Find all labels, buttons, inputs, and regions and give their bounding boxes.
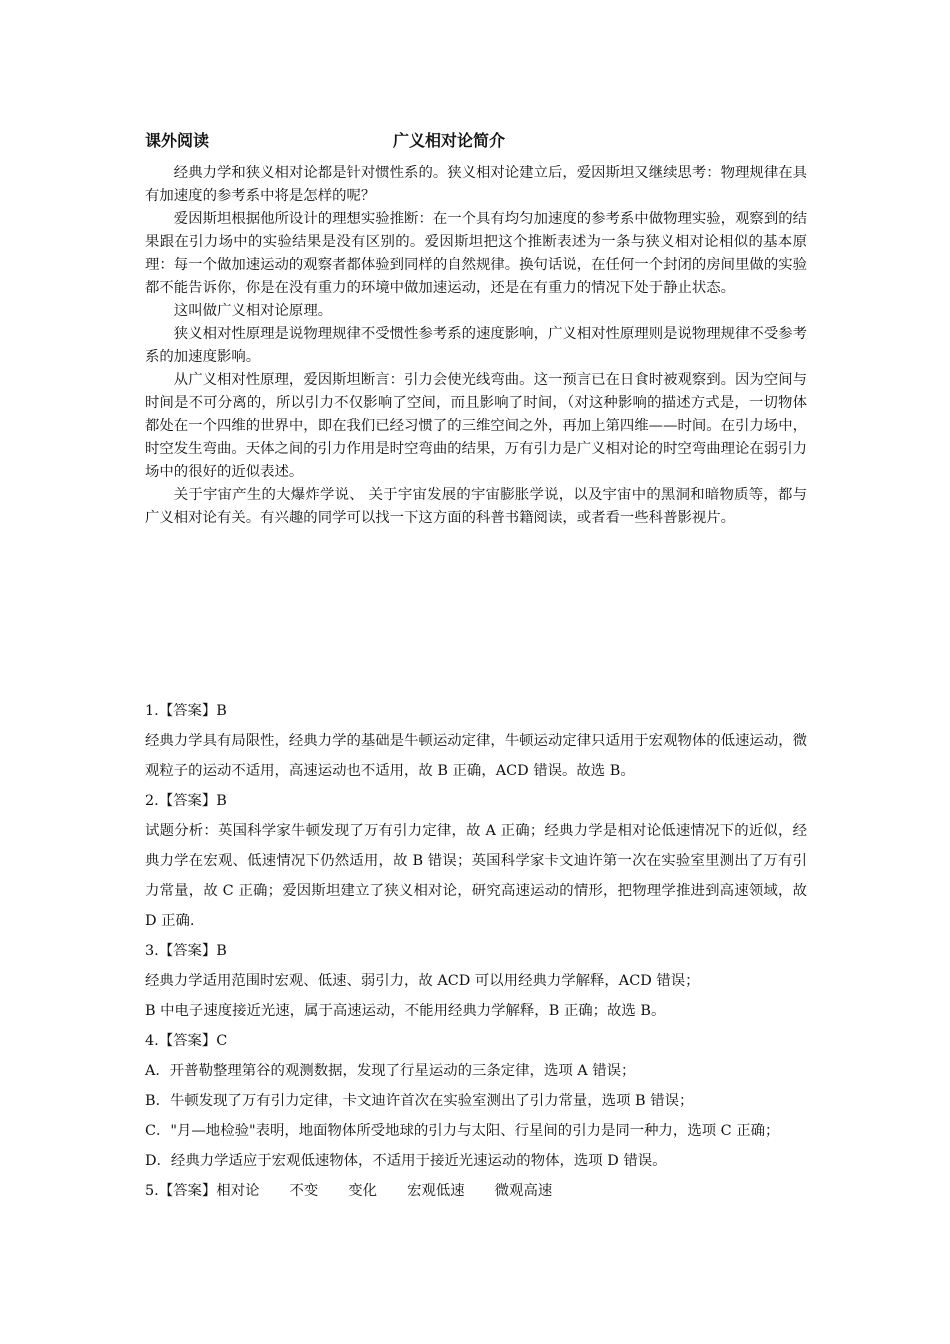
paragraph: 爱因斯坦根据他所设计的理想实验推断：在一个具有均匀加速度的参考系中做物理实验，观察到的结果跟在引力场中的实验结果是没有区别的。爱因斯坦把这个推断表述为一条与狭义相对论相似的基本原理：每一个做加速运动的观察者都体验到同样的自然规律。换句话说，在任何一个封闭的房间里做的实验都不能告诉你，你是在没有重力的环境中做加速运动，还是在有重力的情况下处于静止状态。	[145, 211, 807, 296]
reading-heading	[145, 128, 815, 154]
answer-5-blank: 不变	[289, 1183, 319, 1199]
answer-5-blank: 相对论	[216, 1183, 260, 1199]
answer-4-head: 4.【答案】C	[145, 1033, 228, 1049]
section-label: 课外阅读	[145, 131, 210, 150]
paragraph: 狭义相对性原理是说物理规律不受惯性参考系的速度影响，广义相对性原理则是说物理规律不受参考系的加速度影响。	[145, 326, 807, 365]
paragraph: 这叫做广义相对论原理。	[173, 303, 333, 319]
answer-2-head: 2.【答案】B	[145, 793, 227, 809]
answer-key	[145, 696, 807, 1206]
paragraph: 经典力学和狭义相对论都是针对惯性系的。狭义相对论建立后，爱因斯坦又继续思考：物理规律在具有加速度的参考系中将是怎样的呢？	[145, 165, 807, 204]
article-title: 广义相对论简介	[393, 131, 506, 150]
answer-4-option-d: D．经典力学适应于宏观低速物体，不适用于接近光速运动的物体，选项 D 错误。	[145, 1153, 667, 1169]
answer-5-blank: 变化	[348, 1183, 378, 1199]
answer-5	[145, 1176, 807, 1206]
paragraph: 从广义相对性原理，爱因斯坦断言：引力会使光线弯曲。这一预言已在日食时被观察到。因为空间与时间是不可分离的，所以引力不仅影响了空间，而且影响了时间，（对这种影响的描述方式是，一切物体都处在一个四维的世界中，即在我们已经习惯了的三维空间之外，再加上第四维——时间。在引力场中，时空发生弯曲。天体之间的引力作用是时空弯曲的结果，万有引力是广义相对论的时空弯曲理论在弱引力场中的很好的近似表述。	[145, 372, 807, 480]
article-body	[145, 162, 807, 530]
answer-5-blank: 微观高速	[494, 1183, 553, 1199]
answer-3-explanation: 经典力学适用范围时宏观、低速、弱引力，故 ACD 可以用经典力学解释，ACD 错误；	[145, 973, 700, 989]
answer-2-explanation: 试题分析：英国科学家牛顿发现了万有引力定律，故 A 正确；经典力学是相对论低速情况下的近似，经典力学在宏观、低速情况下仍然适用，故 B 错误；英国科学家卡文迪许第一次在实验室里测出了万有引力常量，故 C 正确；爱因斯坦建立了狭义相对论，研究高速运动的情形，把物理学推进到高速领域，故 D 正确.	[145, 823, 807, 929]
answer-3-explanation: B 中电子速度接近光速，属于高速运动，不能用经典力学解释，B 正确；故选 B。	[145, 1003, 666, 1019]
answer-1-explanation: 经典力学具有局限性，经典力学的基础是牛顿运动定律，牛顿运动定律只适用于宏观物体的低速运动，微观粒子的运动不适用，高速运动也不适用，故 B 正确，ACD 错误。故选 B。	[145, 733, 807, 779]
answer-5-head: 5.【答案】	[145, 1183, 217, 1199]
paragraph: 关于宇宙产生的大爆炸学说、 关于宇宙发展的宇宙膨胀学说，以及宇宙中的黑洞和暗物质等，都与广义相对论有关。有兴趣的同学可以找一下这方面的科普书籍阅读，或者看一些科普影视片。	[145, 487, 807, 526]
answer-4-option-b: B．牛顿发现了万有引力定律，卡文迪许首次在实验室测出了引力常量，选项 B 错误；	[145, 1093, 694, 1109]
answer-1-head: 1.【答案】B	[145, 703, 227, 719]
answer-5-blank: 宏观低速	[407, 1183, 465, 1199]
answer-3-head: 3.【答案】B	[145, 943, 227, 959]
answer-4-option-c: C．"月—地检验"表明，地面物体所受地球的引力与太阳、行星间的引力是同一种力，选项 C 正确；	[145, 1123, 780, 1139]
answer-4-option-a: A．开普勒整理第谷的观测数据，发现了行星运动的三条定律，选项 A 错误；	[145, 1063, 636, 1079]
